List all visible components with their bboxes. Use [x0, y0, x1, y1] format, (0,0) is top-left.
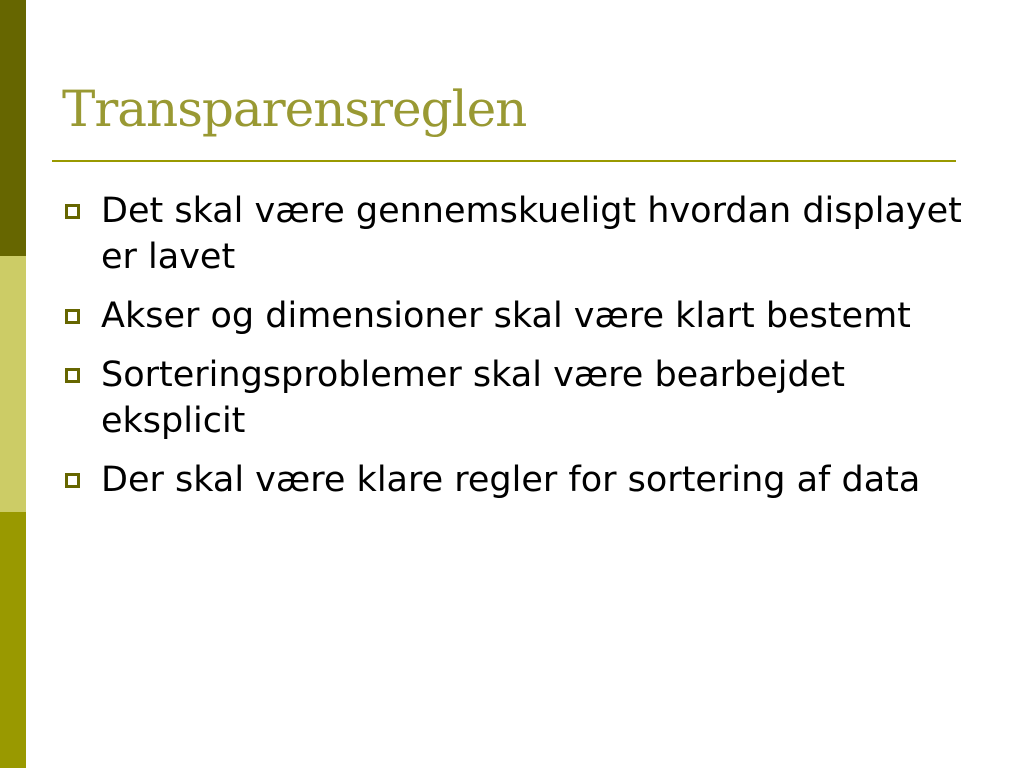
bullet-text: Akser og dimensioner skal være klart bestemt	[101, 296, 911, 336]
square-bullet-icon	[65, 204, 80, 219]
bullet-text: Det skal være gennemskueligt hvordan displayet er lavet	[101, 191, 962, 277]
side-accent-bar	[0, 0, 26, 768]
bullet-item	[62, 293, 982, 339]
bullet-text: Sorteringsproblemer skal være bearbejdet eksplicit	[101, 355, 845, 441]
bullet-text: Der skal være klare regler for sortering af data	[101, 460, 921, 500]
bullet-item	[62, 188, 982, 280]
bullet-item	[62, 352, 982, 444]
bullet-item	[62, 457, 982, 503]
bullet-list	[62, 188, 982, 516]
square-bullet-icon	[65, 368, 80, 383]
square-bullet-icon	[65, 473, 80, 488]
side-bar-middle-segment	[0, 256, 26, 512]
side-bar-bottom-segment	[0, 512, 26, 768]
square-bullet-icon	[65, 309, 80, 324]
title-underline-rule	[52, 160, 956, 162]
slide-title: Transparensreglen	[62, 80, 527, 138]
side-bar-top-segment	[0, 0, 26, 256]
